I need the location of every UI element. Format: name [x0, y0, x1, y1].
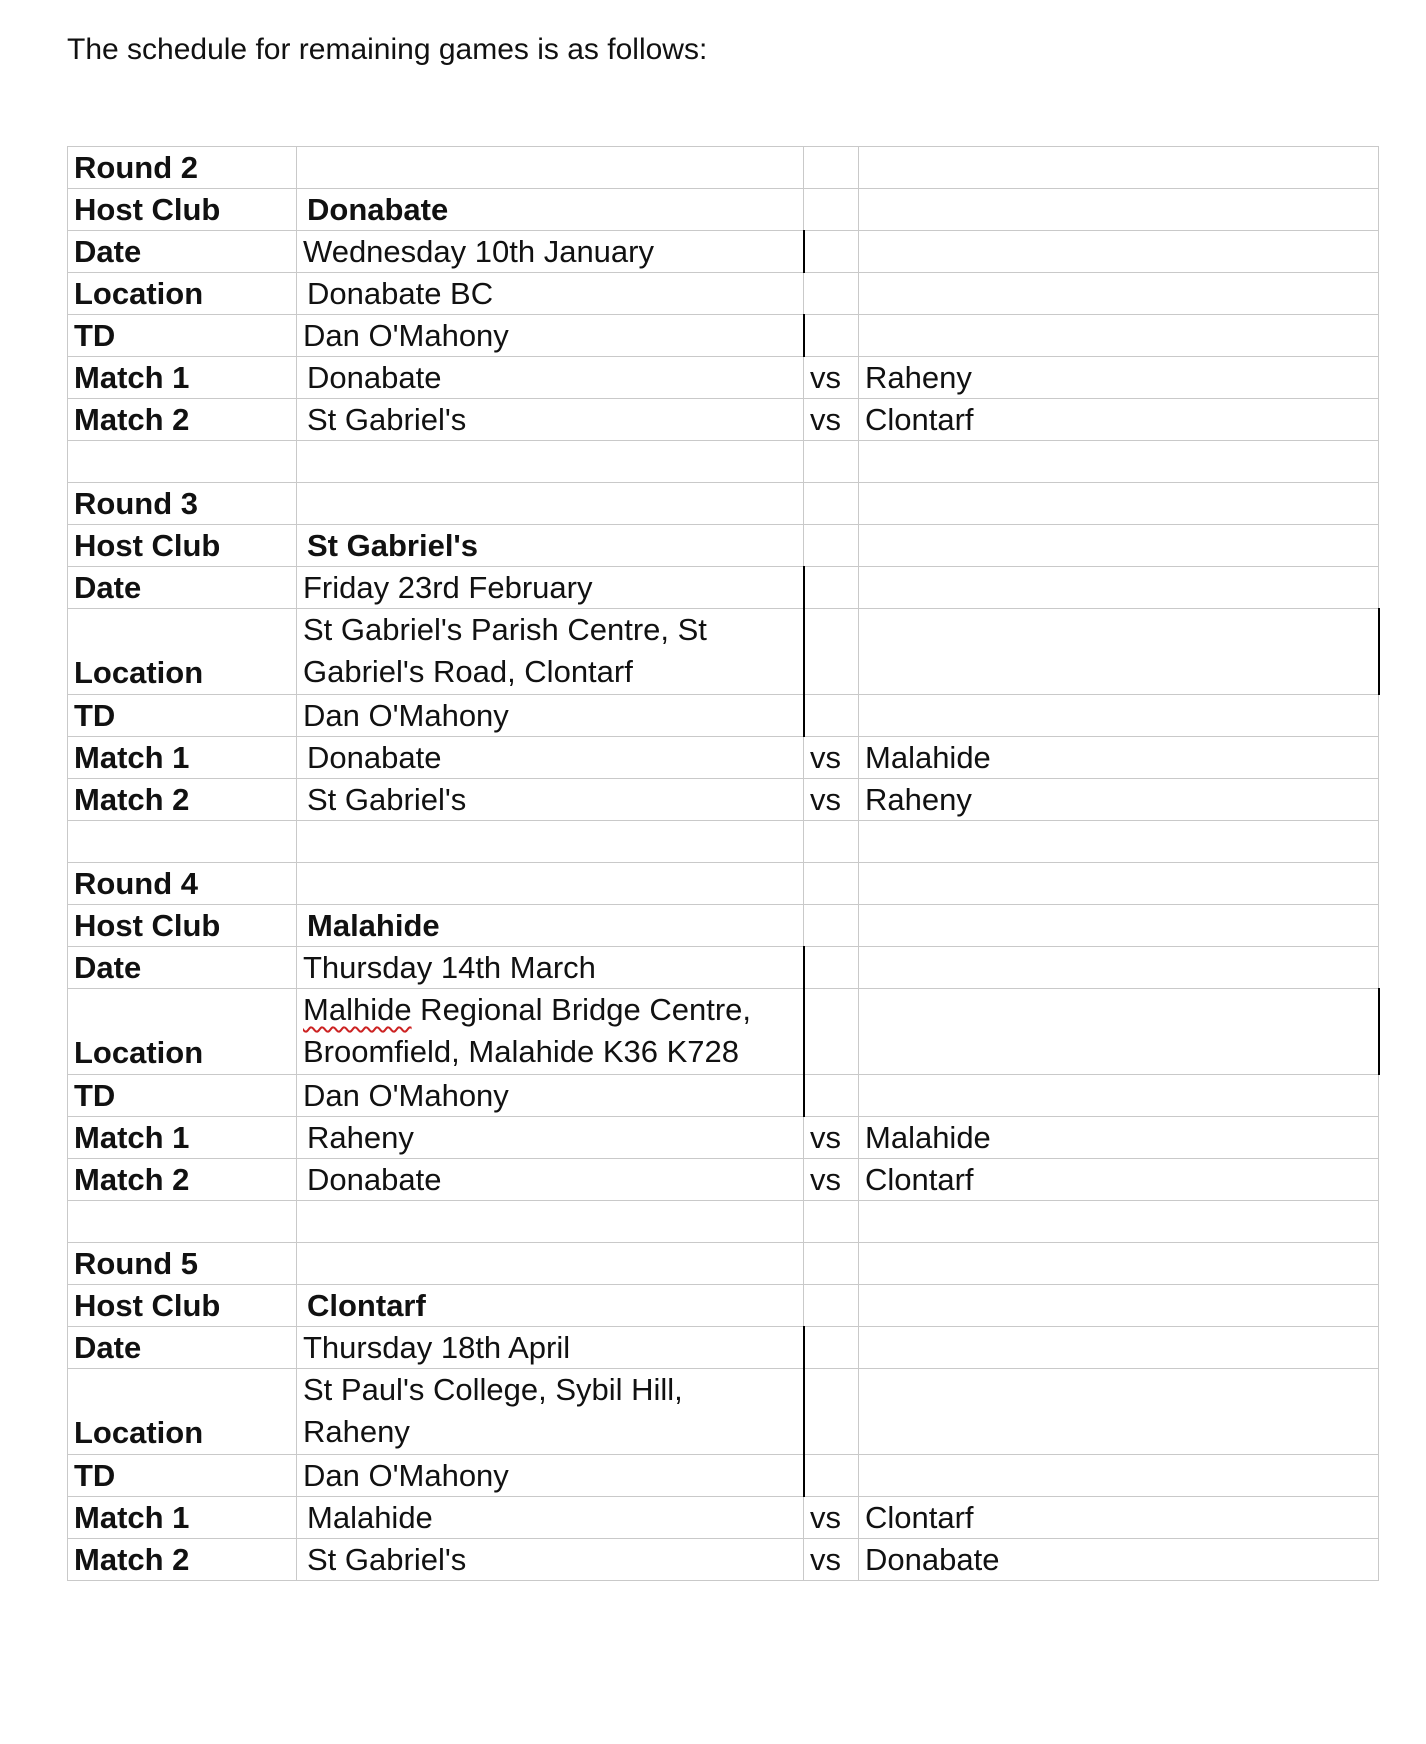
- match-row: [68, 1159, 1379, 1201]
- round-row: [68, 863, 1379, 905]
- td-row: [68, 315, 1379, 357]
- td-value: Dan O'Mahony: [297, 1075, 804, 1117]
- location-label: Location: [68, 1369, 297, 1455]
- round-label: Round 4: [68, 863, 297, 905]
- date-row: [68, 567, 1379, 609]
- host-label: Host Club: [68, 189, 297, 231]
- vs-text: vs: [804, 357, 859, 399]
- spacer-row: [68, 821, 1379, 863]
- date-row: [68, 231, 1379, 273]
- td-row: [68, 1455, 1379, 1497]
- location-line: St Gabriel's Parish Centre, St: [303, 612, 707, 647]
- location-row: [68, 989, 1379, 1075]
- match2-label: Match 2: [68, 1159, 297, 1201]
- td-label: TD: [68, 315, 297, 357]
- host-club: Malahide: [297, 905, 804, 947]
- match-row: [68, 1539, 1379, 1581]
- location-label: Location: [68, 989, 297, 1075]
- location-line: St Paul's College, Sybil Hill,: [303, 1372, 683, 1407]
- match-row: [68, 357, 1379, 399]
- vs-text: vs: [804, 779, 859, 821]
- round-row: [68, 483, 1379, 525]
- vs-text: vs: [804, 737, 859, 779]
- td-row: [68, 695, 1379, 737]
- spellcheck-word: Malhide: [303, 992, 412, 1027]
- location-value: [297, 1369, 804, 1455]
- td-label: TD: [68, 1455, 297, 1497]
- round-label: Round 5: [68, 1243, 297, 1285]
- spacer-row: [68, 441, 1379, 483]
- td-value: Dan O'Mahony: [297, 315, 804, 357]
- match-home-team: Donabate: [297, 357, 804, 399]
- host-label: Host Club: [68, 905, 297, 947]
- td-value: Dan O'Mahony: [297, 695, 804, 737]
- location-line: Broomfield, Malahide K36 K728: [303, 1034, 739, 1069]
- date-label: Date: [68, 231, 297, 273]
- round-row: [68, 1243, 1379, 1285]
- location-value: Donabate BC: [297, 273, 804, 315]
- location-value: [297, 989, 804, 1075]
- location-row: [68, 273, 1379, 315]
- match2-label: Match 2: [68, 1539, 297, 1581]
- match-home-team: St Gabriel's: [297, 779, 804, 821]
- host-club: St Gabriel's: [297, 525, 804, 567]
- location-row: [68, 609, 1379, 695]
- location-label: Location: [68, 609, 297, 695]
- date-value: Friday 23rd February: [297, 567, 804, 609]
- vs-text: vs: [804, 1159, 859, 1201]
- host-row: [68, 905, 1379, 947]
- match-away-team: Malahide: [859, 1117, 1379, 1159]
- match-row: [68, 737, 1379, 779]
- td-value: Dan O'Mahony: [297, 1455, 804, 1497]
- spacer-row: [68, 1201, 1379, 1243]
- match1-label: Match 1: [68, 737, 297, 779]
- match-away-team: Raheny: [859, 357, 1379, 399]
- match-away-team: Malahide: [859, 737, 1379, 779]
- host-club: Donabate: [297, 189, 804, 231]
- match-away-team: Clontarf: [859, 399, 1379, 441]
- location-label: Location: [68, 273, 297, 315]
- schedule-table: [67, 146, 1380, 1581]
- host-row: [68, 189, 1379, 231]
- match-home-team: Donabate: [297, 1159, 804, 1201]
- round-label: Round 3: [68, 483, 297, 525]
- host-row: [68, 525, 1379, 567]
- match-home-team: St Gabriel's: [297, 1539, 804, 1581]
- match-home-team: Malahide: [297, 1497, 804, 1539]
- location-row: [68, 1369, 1379, 1455]
- match-row: [68, 1497, 1379, 1539]
- match-away-team: Clontarf: [859, 1159, 1379, 1201]
- date-label: Date: [68, 1327, 297, 1369]
- match1-label: Match 1: [68, 1497, 297, 1539]
- date-row: [68, 1327, 1379, 1369]
- match-home-team: Raheny: [297, 1117, 804, 1159]
- match2-label: Match 2: [68, 399, 297, 441]
- match1-label: Match 1: [68, 357, 297, 399]
- date-value: Thursday 18th April: [297, 1327, 804, 1369]
- host-row: [68, 1285, 1379, 1327]
- td-label: TD: [68, 695, 297, 737]
- date-label: Date: [68, 567, 297, 609]
- match-away-team: Raheny: [859, 779, 1379, 821]
- vs-text: vs: [804, 1539, 859, 1581]
- vs-text: vs: [804, 1497, 859, 1539]
- vs-text: vs: [804, 399, 859, 441]
- date-value: Wednesday 10th January: [297, 231, 804, 273]
- vs-text: vs: [804, 1117, 859, 1159]
- date-value: Thursday 14th March: [297, 947, 804, 989]
- match-row: [68, 779, 1379, 821]
- round-label: Round 2: [68, 147, 297, 189]
- match1-label: Match 1: [68, 1117, 297, 1159]
- td-row: [68, 1075, 1379, 1117]
- match2-label: Match 2: [68, 779, 297, 821]
- match-home-team: Donabate: [297, 737, 804, 779]
- match-row: [68, 399, 1379, 441]
- match-away-team: Donabate: [859, 1539, 1379, 1581]
- td-label: TD: [68, 1075, 297, 1117]
- host-label: Host Club: [68, 1285, 297, 1327]
- match-home-team: St Gabriel's: [297, 399, 804, 441]
- date-label: Date: [68, 947, 297, 989]
- host-club: Clontarf: [297, 1285, 804, 1327]
- location-value: [297, 609, 804, 695]
- location-line: Gabriel's Road, Clontarf: [303, 654, 633, 689]
- intro-text: The schedule for remaining games is as follows:: [67, 33, 708, 66]
- match-away-team: Clontarf: [859, 1497, 1379, 1539]
- location-line: Regional Bridge Centre,: [411, 992, 752, 1027]
- location-line: Raheny: [303, 1414, 410, 1449]
- host-label: Host Club: [68, 525, 297, 567]
- match-row: [68, 1117, 1379, 1159]
- round-row: [68, 147, 1379, 189]
- date-row: [68, 947, 1379, 989]
